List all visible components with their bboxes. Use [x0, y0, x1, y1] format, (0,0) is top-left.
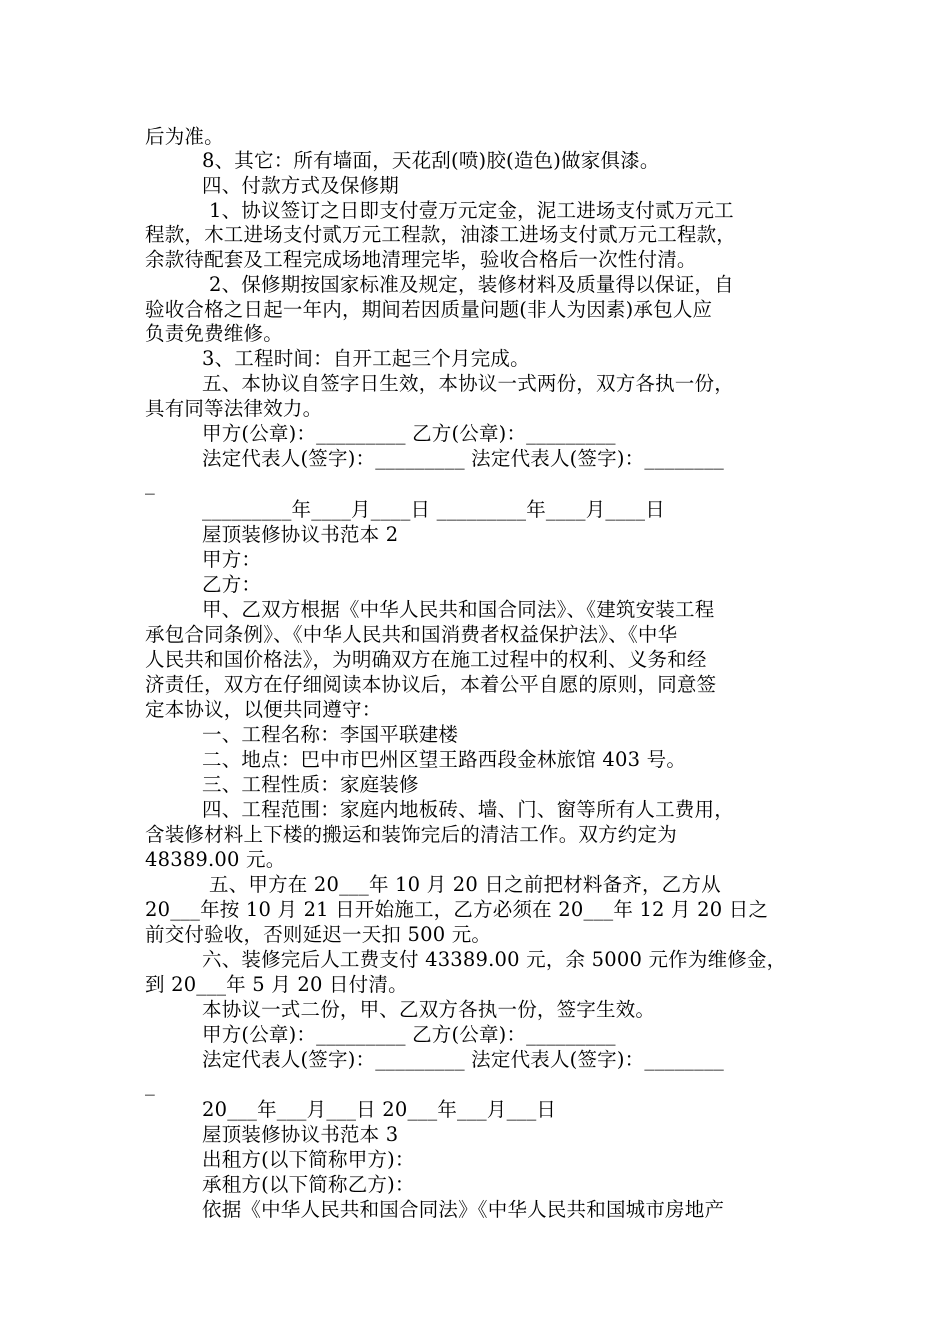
signature-line: 甲方(公章)：_________ 乙方(公章)：_________: [202, 1023, 616, 1046]
section-heading: 四、付款方式及保修期: [202, 174, 400, 197]
section-heading: 屋顶装修协议书范本 2: [202, 523, 399, 546]
signature-line: 法定代表人(签字)：_________ 法定代表人(签字)：________: [202, 1048, 724, 1071]
text-line: 五、本协议自签字日生效，本协议一式两份，双方各执一份，: [202, 372, 734, 395]
text-line: 人民共和国价格法》，为明确双方在施工过程中的权利、义务和经: [145, 648, 707, 671]
text-line: 程款，木工进场支付贰万元工程款，油漆工进场支付贰万元工程款，: [145, 223, 737, 246]
text-line: 依据《中华人民共和国合同法》《中华人民共和国城市房地产: [202, 1198, 725, 1221]
text-line: 二、地点：巴中市巴州区望王路西段金林旅馆 403 号。: [202, 748, 687, 771]
section-heading: 屋顶装修协议书范本 3: [202, 1123, 399, 1146]
text-line: 后为准。: [145, 125, 224, 148]
text-line: 1、协议签订之日即支付壹万元定金，泥工进场支付贰万元工: [209, 199, 734, 222]
text-line: 济责任，双方在仔细阅读本协议后，本着公平自愿的原则，同意签: [145, 673, 717, 696]
text-line: 具有同等法律效力。: [145, 397, 323, 420]
text-line: 48389.00 元。: [145, 848, 286, 871]
signature-line: 法定代表人(签字)：_________ 法定代表人(签字)：________: [202, 447, 724, 470]
text-line: 甲、乙双方根据《中华人民共和国合同法》、《建筑安装工程: [202, 598, 715, 621]
text-line: 20___年按 10 月 21 日开始施工，乙方必须在 20___年 12 月 20 日之: [145, 898, 769, 921]
text-line: 一、工程名称：李国平联建楼: [202, 723, 459, 746]
underscore-line: _: [145, 1073, 155, 1096]
signature-line: 甲方(公章)：_________ 乙方(公章)：_________: [202, 422, 616, 445]
date-line: _________年____月____日 _________年____月____日: [202, 498, 665, 521]
text-line: 承包合同条例》、《中华人民共和国消费者权益保护法》、《中华: [145, 623, 678, 646]
text-line: 验收合格之日起一年内，期间若因质量问题(非人为因素)承包人应: [145, 298, 713, 321]
text-line: 前交付验收，否则延迟一天扣 500 元。: [145, 923, 492, 946]
text-line: 甲方：: [202, 548, 262, 571]
text-line: 五、甲方在 20___年 10 月 20 日之前把材料备齐，乙方从: [209, 873, 721, 896]
text-line: 本协议一式二份，甲、乙双方各执一份，签字生效。: [202, 998, 656, 1021]
text-line: 3、工程时间：自开工起三个月完成。: [202, 347, 530, 370]
text-line: 负责免费维修。: [145, 322, 283, 345]
text-line: 承租方(以下简称乙方)：: [202, 1173, 415, 1196]
text-line: 出租方(以下简称甲方)：: [202, 1148, 415, 1171]
text-line: 2、保修期按国家标准及规定，装修材料及质量得以保证，自: [209, 273, 734, 296]
text-line: 三、工程性质：家庭装修: [202, 773, 419, 796]
text-line: 六、装修完后人工费支付 43389.00 元，余 5000 元作为维修金，: [202, 948, 787, 971]
text-line: 到 20___年 5 月 20 日付清。: [145, 973, 408, 996]
underscore-line: _: [145, 472, 155, 495]
text-line: 含装修材料上下楼的搬运和装饰完后的清洁工作。双方约定为: [145, 823, 677, 846]
date-line: 20___年___月___日 20___年___月___日: [202, 1098, 557, 1121]
text-line: 定本协议，以便共同遵守：: [145, 698, 382, 721]
text-line: 8、其它：所有墙面，天花刮(喷)胶(造色)做家俱漆。: [202, 149, 660, 172]
text-line: 四、工程范围：家庭内地板砖、墙、门、窗等所有人工费用，: [202, 798, 734, 821]
text-line: 余款待配套及工程完成场地清理完毕，验收合格后一次性付清。: [145, 248, 697, 271]
text-line: 乙方：: [202, 573, 262, 596]
